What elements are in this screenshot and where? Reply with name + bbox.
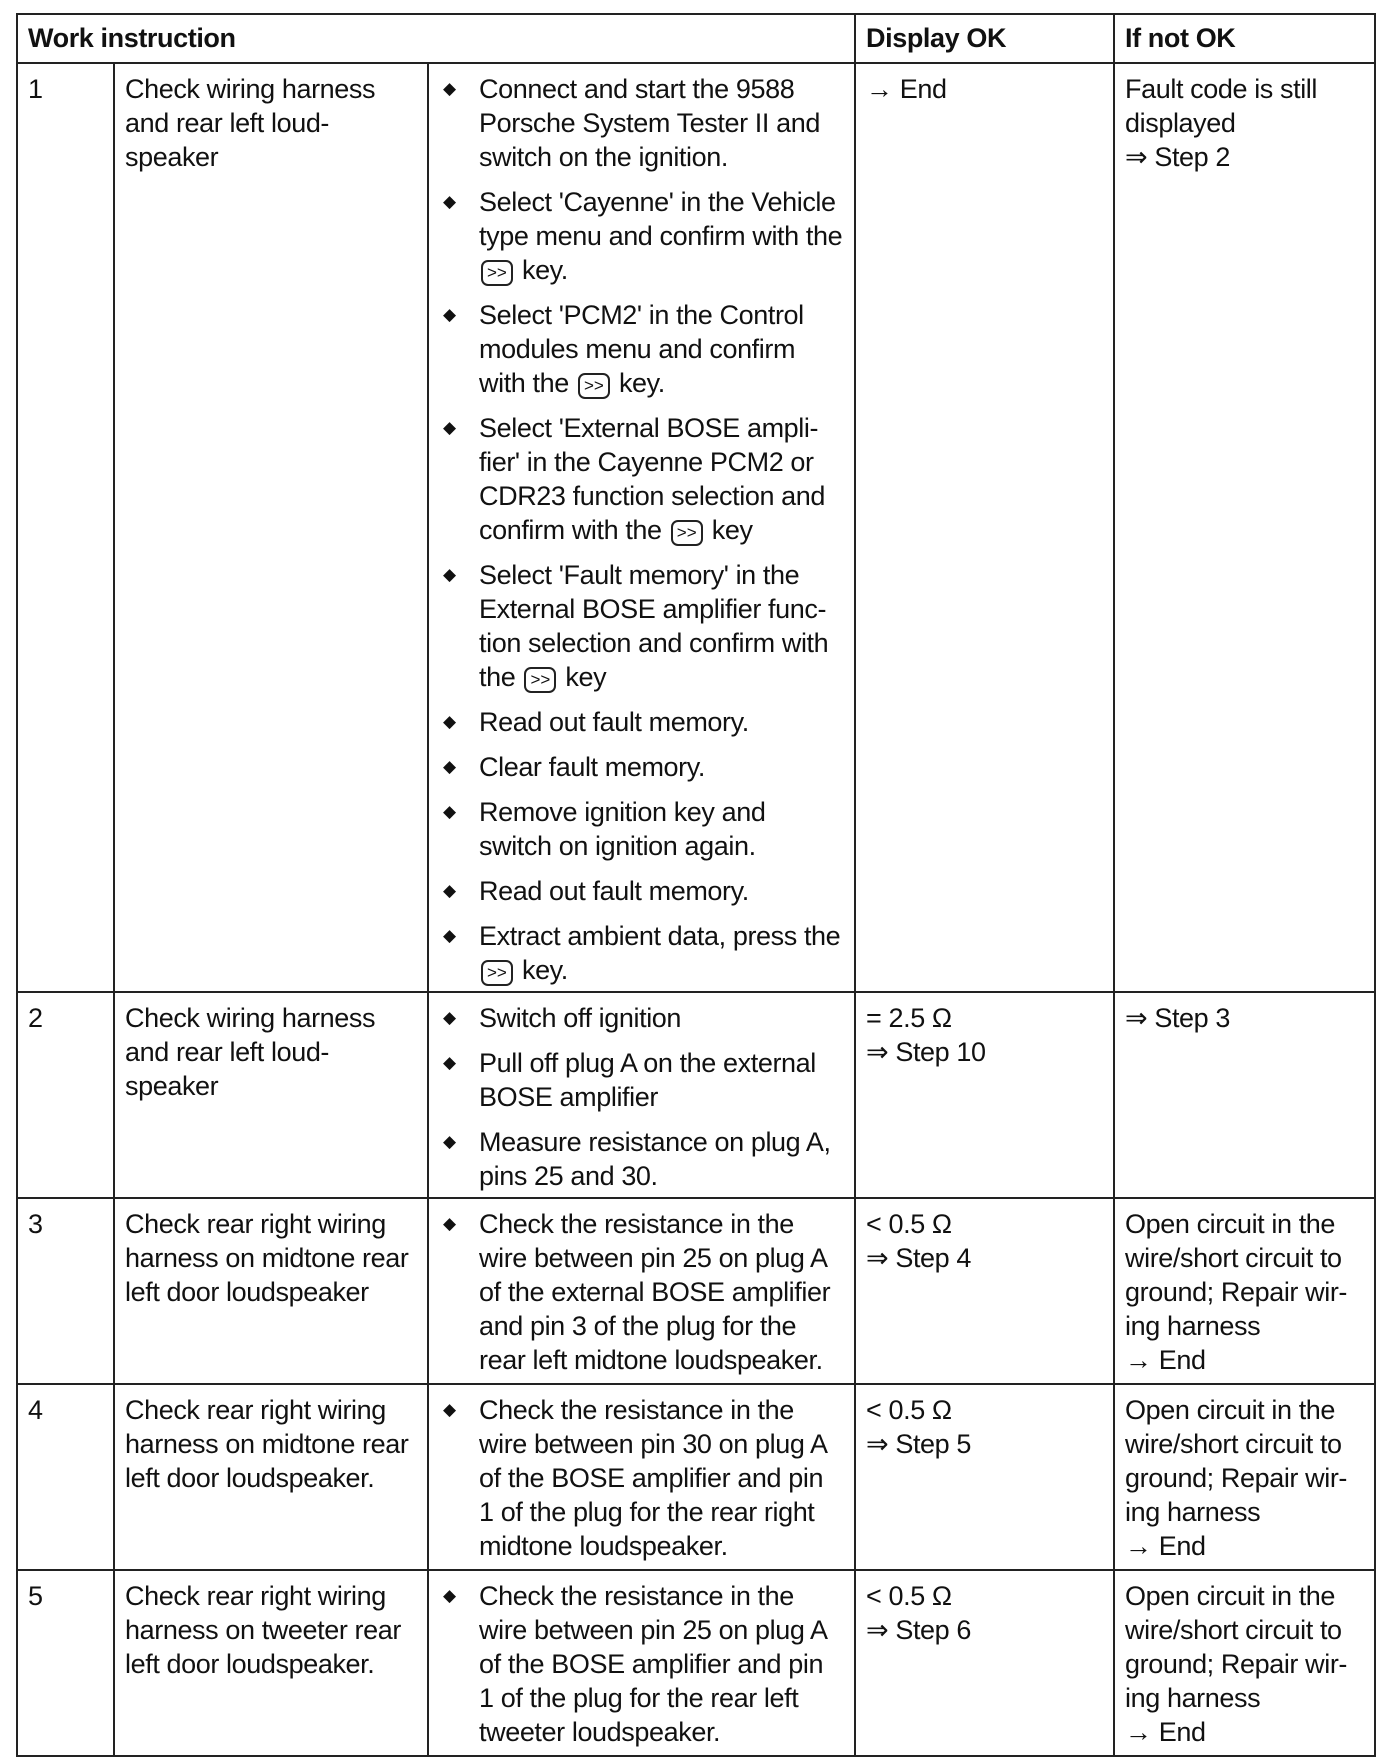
display-ok-cell (855, 1198, 1114, 1384)
bullet-diamond-icon: ◆ (443, 418, 456, 437)
bullet-diamond-icon: ◆ (443, 926, 456, 945)
instruction-list (437, 1001, 844, 1193)
instruction-text: Select 'Fault memory' in the External BOSE amplifier func-tion selection and confirm with the (479, 560, 829, 692)
display-ok-text: < 0.5 Ω (866, 1395, 952, 1425)
instruction-text-end: key. (521, 255, 568, 285)
instruction-text: Check the resistance in the wire between pin 25 on plug A of the BOSE amplifier and pin 1 of the plug for the rear left tweeter loudspeaker. (479, 1581, 827, 1747)
if-not-ok-cell (1114, 1570, 1375, 1756)
step-title: Check wiring harness and rear left loud-speaker (114, 992, 428, 1198)
if-not-ok-text: Fault code is still displayed (1125, 74, 1317, 138)
table-row (17, 1570, 1375, 1756)
step-instructions (428, 1198, 855, 1384)
instruction-text: Switch off ignition (479, 1003, 682, 1033)
if-not-ok-cell (1114, 63, 1375, 992)
bullet-diamond-icon: ◆ (443, 305, 456, 324)
step-instructions (428, 992, 855, 1198)
if-not-ok-text: ⇒ Step 2 (1125, 142, 1231, 172)
header-row (17, 14, 1375, 63)
instruction-list (437, 1579, 844, 1749)
forward-key-icon: >> (671, 520, 703, 546)
if-not-ok-text: → End (1125, 1531, 1206, 1561)
forward-key-icon: >> (524, 667, 556, 693)
instruction-item (437, 185, 844, 287)
instruction-list (437, 1393, 844, 1563)
if-not-ok-text: → End (1125, 1345, 1206, 1375)
display-ok-text: ⇒ Step 4 (866, 1243, 972, 1273)
instruction-item (437, 298, 844, 400)
step-instructions (428, 63, 855, 992)
bullet-diamond-icon: ◆ (443, 802, 456, 821)
header-display-ok: Display OK (855, 14, 1114, 63)
step-number: 3 (17, 1198, 114, 1384)
instruction-item (437, 411, 844, 547)
instruction-item (437, 705, 844, 739)
instruction-text: Select 'External BOSE ampli-fier' in the Cayenne PCM2 or CDR23 function selection and confirm with the (479, 413, 826, 545)
table-body (17, 63, 1375, 1756)
step-number: 5 (17, 1570, 114, 1756)
table-row (17, 992, 1375, 1198)
bullet-diamond-icon: ◆ (443, 881, 456, 900)
table-row (17, 1198, 1375, 1384)
display-ok-text: ⇒ Step 6 (866, 1615, 972, 1645)
instruction-text-end: key (711, 515, 753, 545)
table-row (17, 1384, 1375, 1570)
instruction-item (437, 1393, 844, 1563)
instruction-item (437, 1125, 844, 1193)
instruction-item (437, 795, 844, 863)
header-if-not-ok: If not OK (1114, 14, 1375, 63)
header-work-instruction: Work instruction (17, 14, 855, 63)
step-instructions (428, 1384, 855, 1570)
instruction-item (437, 1579, 844, 1749)
instruction-list (437, 1207, 844, 1377)
instruction-text: Measure resistance on plug A, pins 25 and 30. (479, 1127, 831, 1191)
instruction-text: Remove ignition key and switch on ignition again. (479, 797, 766, 861)
table-row (17, 63, 1375, 992)
step-number: 2 (17, 992, 114, 1198)
instruction-item (437, 1001, 844, 1035)
instruction-text: Select 'PCM2' in the Control modules menu and confirm with the (479, 300, 804, 398)
instruction-text: Clear fault memory. (479, 752, 705, 782)
if-not-ok-text: Open circuit in the wire/short circuit to ground; Repair wir-ing harness (1125, 1395, 1348, 1527)
bullet-diamond-icon: ◆ (443, 192, 456, 211)
instruction-item (437, 1046, 844, 1114)
instruction-text: Check the resistance in the wire between pin 30 on plug A of the BOSE amplifier and pin 1 of the plug for the rear right midtone loudspeaker. (479, 1395, 827, 1561)
display-ok-cell (855, 992, 1114, 1198)
display-ok-text: ⇒ Step 10 (866, 1037, 986, 1067)
work-instruction-table (16, 13, 1376, 1757)
instruction-text: Extract ambient data, press the (479, 921, 841, 951)
bullet-diamond-icon: ◆ (443, 757, 456, 776)
instruction-text: Read out fault memory. (479, 876, 749, 906)
display-ok-cell (855, 1570, 1114, 1756)
display-ok-cell (855, 63, 1114, 992)
if-not-ok-cell (1114, 1384, 1375, 1570)
display-ok-text: → End (866, 74, 947, 104)
step-number: 4 (17, 1384, 114, 1570)
if-not-ok-text: Open circuit in the wire/short circuit to ground; Repair wir-ing harness (1125, 1581, 1348, 1713)
if-not-ok-cell (1114, 1198, 1375, 1384)
instruction-text: Check the resistance in the wire between pin 25 on plug A of the external BOSE amplifier and pin 3 of the plug for the rear left midtone loudspeaker. (479, 1209, 831, 1375)
forward-key-icon: >> (481, 960, 513, 986)
bullet-diamond-icon: ◆ (443, 1400, 456, 1419)
instruction-item (437, 874, 844, 908)
bullet-diamond-icon: ◆ (443, 1053, 456, 1072)
instruction-text: Pull off plug A on the external BOSE amplifier (479, 1048, 816, 1112)
bullet-diamond-icon: ◆ (443, 1586, 456, 1605)
bullet-diamond-icon: ◆ (443, 712, 456, 731)
instruction-text: Select 'Cayenne' in the Vehicle type menu and confirm with the (479, 187, 843, 251)
if-not-ok-text: → End (1125, 1717, 1206, 1747)
step-title: Check wiring harness and rear left loud-speaker (114, 63, 428, 992)
forward-key-icon: >> (578, 373, 610, 399)
forward-key-icon: >> (481, 260, 513, 286)
instruction-text-end: key. (521, 955, 568, 985)
bullet-diamond-icon: ◆ (443, 79, 456, 98)
display-ok-cell (855, 1384, 1114, 1570)
if-not-ok-text: Open circuit in the wire/short circuit to ground; Repair wir-ing harness (1125, 1209, 1348, 1341)
display-ok-text: < 0.5 Ω (866, 1209, 952, 1239)
step-number: 1 (17, 63, 114, 992)
display-ok-text: = 2.5 Ω (866, 1003, 952, 1033)
instruction-text-end: key. (618, 368, 665, 398)
display-ok-text: ⇒ Step 5 (866, 1429, 972, 1459)
step-title: Check rear right wiring harness on midtone rear left door loudspeaker (114, 1198, 428, 1384)
bullet-diamond-icon: ◆ (443, 1008, 456, 1027)
if-not-ok-cell (1114, 992, 1375, 1198)
instruction-item (437, 1207, 844, 1377)
instruction-item (437, 750, 844, 784)
instruction-item (437, 558, 844, 694)
instruction-item (437, 919, 844, 987)
instruction-text: Read out fault memory. (479, 707, 749, 737)
instruction-text: Connect and start the 9588 Porsche System Tester II and switch on the ignition. (479, 74, 820, 172)
display-ok-text: < 0.5 Ω (866, 1581, 952, 1611)
step-title: Check rear right wiring harness on midtone rear left door loudspeaker. (114, 1384, 428, 1570)
if-not-ok-text: ⇒ Step 3 (1125, 1003, 1231, 1033)
instruction-list (437, 72, 844, 987)
step-title: Check rear right wiring harness on tweeter rear left door loudspeaker. (114, 1570, 428, 1756)
instruction-item (437, 72, 844, 174)
bullet-diamond-icon: ◆ (443, 565, 456, 584)
bullet-diamond-icon: ◆ (443, 1214, 456, 1233)
instruction-text-end: key (565, 662, 607, 692)
step-instructions (428, 1570, 855, 1756)
bullet-diamond-icon: ◆ (443, 1132, 456, 1151)
